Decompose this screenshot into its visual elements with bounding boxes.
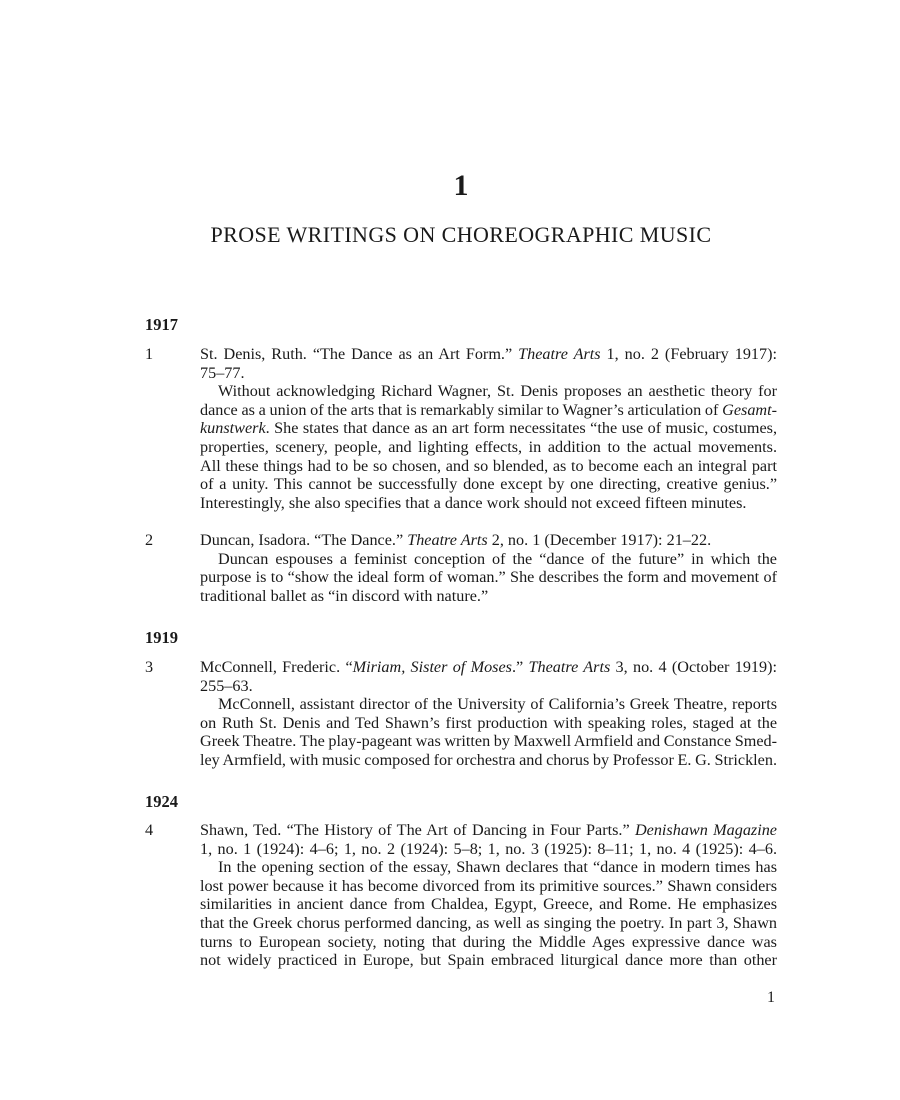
text-run: similarities in ancient dance from Chaldea, Egypt, Greece, and Rome. He emphasizes (200, 895, 777, 914)
annotation-line (200, 382, 777, 401)
annotation-line (200, 877, 777, 896)
annotation-line (200, 550, 777, 569)
annotation-line (200, 494, 777, 513)
text-run: 1, no. 1 (1924): 4–6; 1, no. 2 (1924): 5–8; 1, no. 3 (1925): 8–11; 1, no. 4 (1925): 4–6. (200, 839, 777, 858)
text-run: Duncan espouses a feminist conception of the “dance of the future” in which the (218, 549, 777, 568)
italic-title: kunstwerk (200, 419, 266, 438)
annotation-line (200, 475, 777, 494)
citation-line (200, 345, 777, 364)
year-heading-1917: 1917 (145, 315, 178, 334)
annotation-line (200, 751, 777, 770)
entry-number: 1 (145, 345, 154, 363)
text-run: purpose is to “show the ideal form of woman.” She describes the form and movement of (200, 568, 777, 587)
annotation-line (200, 401, 777, 420)
year-heading-1924: 1924 (145, 792, 178, 811)
text-run: Duncan, Isadora. “The Dance.” (200, 531, 408, 549)
text-run: Interestingly, she also specifies that a dance work should not exceed fifteen minutes. (200, 493, 747, 512)
citation-line (200, 821, 777, 840)
italic-title: Denishawn Magazine (634, 821, 777, 839)
text-run: 75–77. (200, 363, 245, 382)
annotation-line (200, 951, 777, 970)
text-run: .” (511, 658, 529, 676)
text-run: Shawn, Ted. “The History of The Art of Dancing in Four Parts.” (200, 821, 635, 839)
entry-body (200, 531, 777, 605)
text-run: turns to European society, noting that during the Middle Ages expressive dance was (200, 932, 777, 951)
text-run: St. Denis, Ruth. “The Dance as an Art Form.” (200, 345, 519, 363)
entry-number: 3 (145, 658, 154, 676)
chapter-title: PROSE WRITINGS ON CHOREOGRAPHIC MUSIC (210, 222, 712, 247)
text-run: . She states that dance as an art form necessitates “the use of music, costumes, (265, 419, 777, 438)
text-run: 2, no. 1 (December 1917): 21–22. (487, 531, 712, 549)
text-run: 255–63. (200, 676, 253, 695)
italic-title: Theatre Arts (528, 658, 611, 676)
italic-title: Miriam, Sister of Moses (352, 658, 512, 676)
text-run: McConnell, Frederic. “ (200, 658, 353, 676)
text-run: All these things had to be so chosen, and so blended, as to become each an integral part (200, 456, 777, 475)
text-run: not widely practiced in Europe, but Spain embraced liturgical dance more than other (200, 951, 777, 970)
text-run: properties, scenery, people, and lighting effects, in addition to the actual movements. (200, 437, 777, 456)
citation-line (200, 531, 777, 550)
annotation-line (200, 933, 777, 952)
annotation-line (200, 695, 777, 714)
entry-body (200, 821, 777, 970)
annotation-line (200, 895, 777, 914)
text-run: McConnell, assistant director of the University of California’s Greek Theatre, reports (218, 695, 777, 714)
text-run: dance as a union of the arts that is remarkably similar to Wagner’s articulation of (200, 400, 723, 419)
citation-line (200, 677, 777, 696)
italic-title: Theatre Arts (518, 345, 601, 363)
text-run: Greek Theatre. The play-pageant was written by Maxwell Armfield and Constance Smed- (200, 732, 777, 751)
text-run: 3, no. 4 (October 1919): (610, 658, 777, 676)
annotation-line (200, 732, 777, 751)
annotation-line (200, 858, 777, 877)
page-number: 1 (767, 989, 775, 1006)
text-run: ley Armfield, with music composed for orchestra and chorus by Professor E. G. Stricklen. (200, 750, 777, 769)
italic-title: Theatre Arts (407, 531, 488, 549)
annotation-line (200, 568, 777, 587)
entry-body (200, 658, 777, 770)
text-run: 1, no. 2 (February 1917): (600, 345, 777, 363)
annotation-line (200, 587, 777, 606)
year-heading-1919: 1919 (145, 628, 178, 647)
annotation-line (200, 914, 777, 933)
text-run: on Ruth St. Denis and Ted Shawn’s first production with speaking roles, staged at the (200, 713, 777, 732)
citation-line (200, 658, 777, 677)
citation-line (200, 840, 777, 859)
annotation-line (200, 438, 777, 457)
text-run: of a unity. This cannot be successfully done except by one directing, creative genius.” (200, 475, 777, 494)
text-run: traditional ballet as “in discord with nature.” (200, 586, 489, 605)
entry-number: 4 (145, 821, 154, 839)
entry-number: 2 (145, 531, 154, 549)
annotation-line (200, 457, 777, 476)
citation-line (200, 364, 777, 383)
text-run: lost power because it has become divorced from its primitive sources.” Shawn considers (200, 876, 777, 895)
text-run: In the opening section of the essay, Shawn declares that “dance in modern times has (218, 858, 777, 877)
text-run: Without acknowledging Richard Wagner, St. Denis proposes an aesthetic theory for (218, 382, 777, 401)
italic-title: Gesamt- (722, 400, 777, 419)
chapter-number: 1 (453, 169, 469, 202)
text-run: that the Greek chorus performed dancing, as well as singing the poetry. In part 3, Shawn (200, 913, 777, 932)
annotation-line (200, 419, 777, 438)
entry-body (200, 345, 777, 512)
annotation-line (200, 714, 777, 733)
